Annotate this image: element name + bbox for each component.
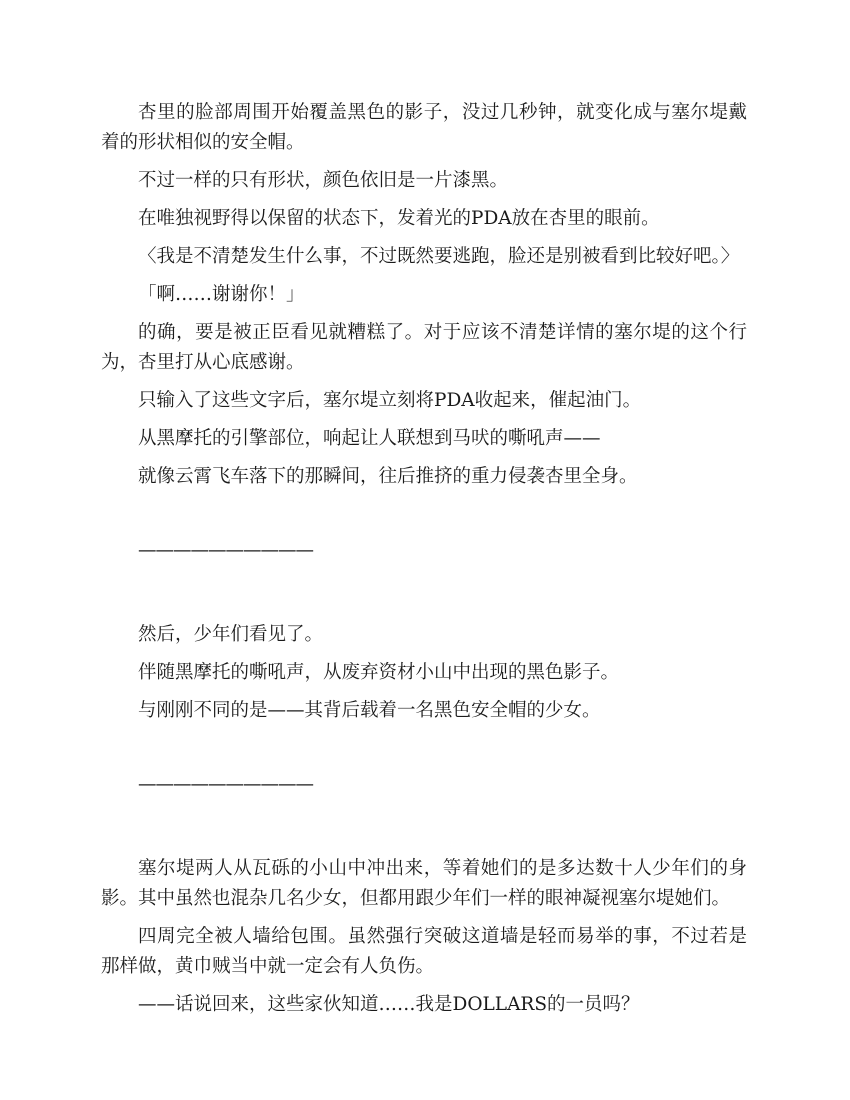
paragraph: 的确，要是被正臣看见就糟糕了。对于应该不清楚详情的塞尔堤的这个行为，杏里打从心底感谢。	[101, 322, 747, 373]
text-body	[101, 98, 747, 1028]
scene-separator: ——————————	[138, 540, 313, 561]
paragraph: 「啊……谢谢你！」	[138, 284, 305, 305]
paragraph: 伴随黑摩托的嘶吼声，从废弃资材小山中出现的黑色影子。	[138, 662, 620, 683]
spacer	[101, 734, 747, 770]
paragraph: 然后，少年们看见了。	[138, 624, 324, 645]
spacer	[101, 566, 747, 620]
paragraph: 就像云霄飞车落下的那瞬间，往后推挤的重力侵袭杏里全身。	[138, 466, 638, 487]
spacer	[101, 800, 747, 854]
paragraph: 〈我是不清楚发生什么事，不过既然要逃跑，脸还是别被看到比较好吧。〉	[138, 246, 740, 267]
paragraph: 与刚刚不同的是——其背后载着一名黑色安全帽的少女。	[138, 700, 601, 721]
scene-separator: ——————————	[138, 774, 313, 795]
paragraph: ——话说回来，这些家伙知道……我是DOLLARS的一员吗？	[138, 994, 640, 1015]
paragraph: 在唯独视野得以保留的状态下，发着光的PDA放在杏里的眼前。	[138, 208, 660, 229]
paragraph: 四周完全被人墙给包围。虽然强行突破这道墙是轻而易举的事，不过若是那样做，黄巾贼当中就一定会有人负伤。	[101, 926, 747, 977]
paragraph: 塞尔堤两人从瓦砾的小山中冲出来，等着她们的是多达数十人少年们的身影。其中虽然也混杂几名少女，但都用跟少年们一样的眼神凝视塞尔堤她们。	[101, 858, 747, 909]
paragraph: 不过一样的只有形状，颜色依旧是一片漆黑。	[138, 170, 509, 191]
paragraph: 杏里的脸部周围开始覆盖黑色的影子，没过几秒钟，就变化成与塞尔堤戴着的形状相似的安全帽。	[101, 102, 747, 153]
paragraph: 从黑摩托的引擎部位，响起让人联想到马吠的嘶吼声——	[138, 428, 601, 449]
paragraph: 只输入了这些文字后，塞尔堤立刻将PDA收起来，催起油门。	[138, 390, 642, 411]
spacer	[101, 500, 747, 536]
